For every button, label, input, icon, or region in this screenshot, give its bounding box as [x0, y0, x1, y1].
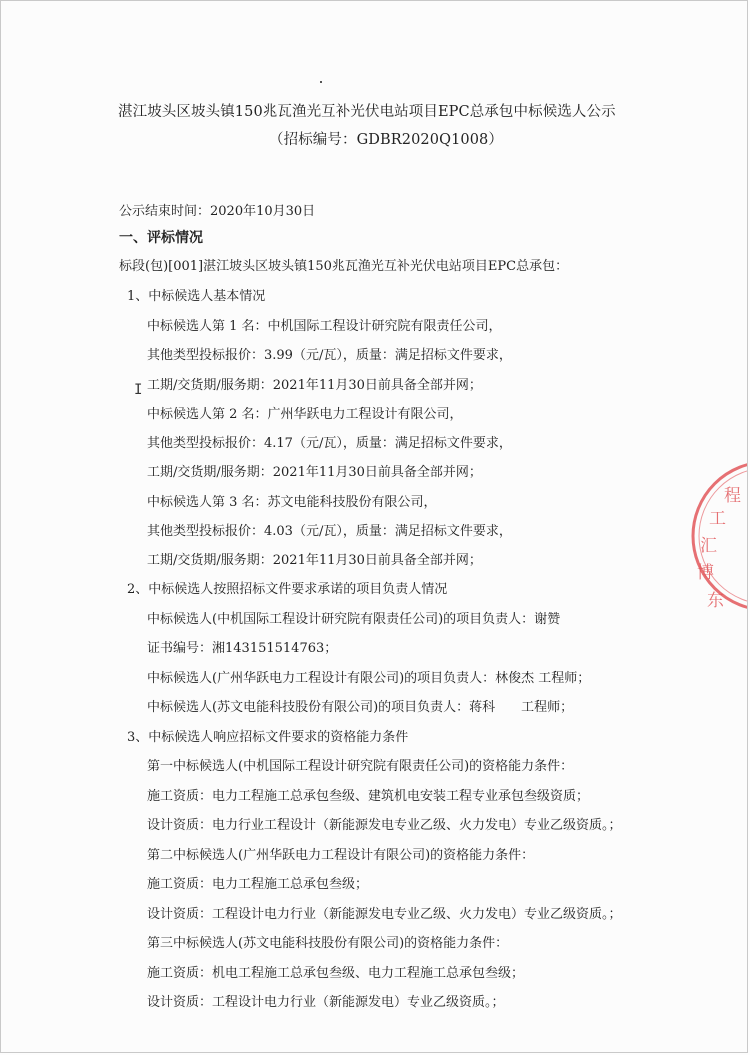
- candidate-line: 其他类型投标报价：4.03（元/瓦），质量：满足招标文件要求，: [147, 524, 512, 539]
- seal-graphic: [667, 456, 747, 616]
- qualification-line: 第三中标候选人(苏文电能科技股份有限公司)的资格能力条件：: [147, 936, 509, 951]
- candidate-line: 工期/交货期/服务期：2021年11月30日前具备全部并网；: [147, 553, 482, 568]
- candidate-line: 中标候选人第 1 名：中机国际工程设计研究院有限责任公司，: [147, 319, 502, 334]
- candidate-line: 工期/交货期/服务期：2021年11月30日前具备全部并网；: [147, 465, 482, 480]
- candidate-line: 其他类型投标报价：4.17（元/瓦），质量：满足招标文件要求，: [147, 436, 512, 451]
- seal-lettering: 东 博 汇 工 程: [697, 486, 741, 611]
- project-lead-line: 中标候选人(中机国际工程设计研究院有限责任公司)的项目负责人：谢赞: [147, 612, 561, 627]
- subsection-heading-basic-info: 1、中标候选人基本情况: [127, 289, 266, 304]
- lot-description: 标段(包)[001]湛江坡头区坡头镇150兆瓦渔光互补光伏电站项目EPC总承包：: [119, 259, 569, 274]
- candidate-line: 中标候选人第 3 名：苏文电能科技股份有限公司，: [147, 495, 437, 510]
- qualification-line: 设计资质：工程设计电力行业（新能源发电专业乙级、火力发电）专业乙级资质。；: [147, 907, 622, 922]
- subsection-heading-qualifications: 3、中标候选人响应招标文件要求的资格能力条件: [127, 730, 409, 745]
- qualification-line: 第一中标候选人(中机国际工程设计研究院有限责任公司)的资格能力条件：: [147, 759, 574, 774]
- section-heading-evaluation: 一、评标情况: [119, 230, 203, 246]
- publicity-end-time: 公示结束时间：2020年10月30日: [119, 204, 316, 219]
- qualification-line: 设计资质：电力行业工程设计（新能源发电专业乙级、火力发电）专业乙级资质。；: [147, 818, 622, 833]
- project-lead-line: 中标候选人(苏文电能科技股份有限公司)的项目负责人：蒋科 工程师；: [147, 700, 574, 715]
- candidate-line: 其他类型投标报价：3.99（元/瓦），质量：满足招标文件要求，: [147, 348, 512, 363]
- document-title: 湛江坡头区坡头镇150兆瓦渔光互补光伏电站项目EPC总承包中标候选人公示: [118, 104, 616, 120]
- project-lead-line: 证书编号：湘143151514763；: [147, 641, 338, 656]
- qualification-line: 施工资质：电力工程施工总承包叁级；: [147, 877, 369, 892]
- candidate-line: 工期/交货期/服务期：2021年11月30日前具备全部并网；: [147, 378, 482, 393]
- project-lead-line: 中标候选人(广州华跃电力工程设计有限公司)的项目负责人：林俊杰 工程师；: [147, 671, 591, 686]
- qualification-line: 设计资质：工程设计电力行业（新能源发电）专业乙级资质。；: [147, 995, 505, 1010]
- text-cursor-icon: I: [134, 382, 143, 398]
- tender-number: （招标编号：GDBR2020Q1008）: [269, 132, 503, 148]
- qualification-line: 施工资质：机电工程施工总承包叁级、电力工程施工总承包叁级；: [147, 966, 525, 981]
- subsection-heading-project-lead: 2、中标候选人按照招标文件要求承诺的项目负责人情况: [127, 582, 448, 597]
- scan-speck: [320, 81, 322, 83]
- qualification-line: 第二中标候选人(广州华跃电力工程设计有限公司)的资格能力条件：: [147, 848, 535, 863]
- qualification-line: 施工资质：电力工程施工总承包叁级、建筑机电安装工程专业承包叁级资质；: [147, 789, 590, 804]
- candidate-line: 中标候选人第 2 名：广州华跃电力工程设计有限公司，: [147, 407, 463, 422]
- company-seal-stamp: [667, 456, 747, 616]
